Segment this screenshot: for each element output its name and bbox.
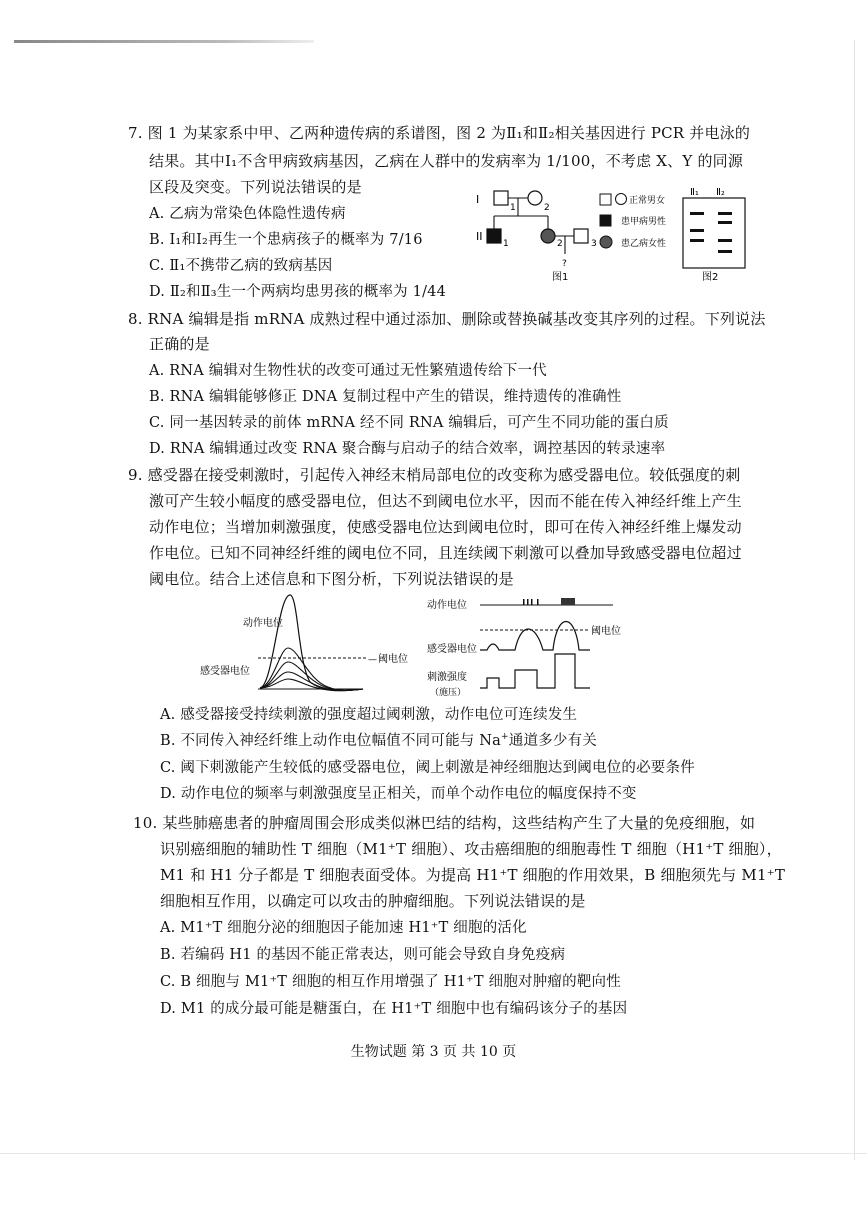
receptor-potential-figure-left xyxy=(198,592,418,697)
legend-jia: 患甲病男性 xyxy=(621,217,667,227)
q9-option-d: D. 动作电位的频率与刺激强度呈正相关，而单个动作电位的幅度保持不变 xyxy=(160,786,637,802)
svg-text:3: 3 xyxy=(591,239,597,249)
pedigree-gen-1-label: I xyxy=(476,193,480,206)
q8-option-d: D. RNA 编辑通过改变 RNA 聚合酶与启动子的结合效率，调控基因的转录速率 xyxy=(149,441,666,457)
q9-option-a: A. 感受器接受持续刺激的强度超过阈刺激，动作电位可连续发生 xyxy=(160,707,578,723)
q9-stem-line3: 动作电位；当增加刺激强度，使感受器电位达到阈电位时，即可在传入神经纤维上爆发动 xyxy=(149,518,742,536)
stimulus-pressure-label: （施压） xyxy=(430,688,467,698)
q10-option-a: A. M1⁺T 细胞分泌的细胞因子能加速 H1⁺T 细胞的活化 xyxy=(160,920,527,936)
q9-stem-line2: 激可产生较小幅度的感受器电位，但达不到阈电位水平，因而不能在传入神经纤维上产生 xyxy=(149,492,742,510)
q7-option-a: A. 乙病为常染色体隐性遗传病 xyxy=(149,206,346,222)
pedigree-II2-affected-female xyxy=(541,229,555,243)
svg-text:2: 2 xyxy=(557,239,563,249)
q7-stem-line3: 区段及突变。下列说法错误的是 xyxy=(149,178,362,196)
q8-stem-line1: 8. RNA 编辑是指 mRNA 成熟过程中通过添加、删除或替换碱基改变其序列的过程。下列说法 xyxy=(128,310,766,328)
svg-text:阈电位: 阈电位 xyxy=(378,654,408,665)
q10-stem-line1: 10. 某些肺癌患者的肿瘤周围会形成类似淋巴结的结构，这些结构产生了大量的免疫细胞，如 xyxy=(133,814,756,832)
scan-edge-right xyxy=(854,40,855,1160)
q10-stem-line3: M1 和 H1 分子都是 T 细胞表面受体。为提高 H1⁺T 细胞的作用效果，B 细胞须先与 M1⁺T xyxy=(160,866,786,884)
pedigree-II3-normal-male xyxy=(574,229,588,243)
q9-stem-line1: 9. 感受器在接受刺激时，引起传入神经末梢局部电位的改变称为感受器电位。较低强度的刺 xyxy=(128,466,741,484)
right-receptor-potential-label: 感受器电位 xyxy=(427,644,477,655)
scan-edge-bottom xyxy=(0,1153,867,1154)
right-threshold-label: 阈电位 xyxy=(591,626,621,637)
q10-stem-line2: 识别癌细胞的辅助性 T 细胞（M1⁺T 细胞）、攻击癌细胞的细胞毒性 T 细胞（H1⁺T 细胞）， xyxy=(160,840,782,858)
legend-normal: 正常男女 xyxy=(629,196,666,206)
figure-1-caption: 图1 xyxy=(552,272,569,283)
q9-stem-line5: 阈电位。结合上述信息和下图分析，下列说法错误的是 xyxy=(149,570,514,588)
q9-option-b: B. 不同传入神经纤维上动作电位幅值不同可能与 Na+通道多少有关 xyxy=(160,732,597,749)
svg-text:?: ? xyxy=(562,259,567,269)
q10-option-b: B. 若编码 H1 的基因不能正常表达，则可能会导致自身免疫病 xyxy=(160,947,566,963)
q7-option-d: D. Ⅱ₂和Ⅱ₃生一个两病均患男孩的概率为 1/44 xyxy=(149,284,447,300)
pedigree-II1-affected-male xyxy=(487,229,501,243)
lane-II2-label: Ⅱ₂ xyxy=(716,187,725,198)
scan-artifact-line xyxy=(14,40,314,43)
left-receptor-potential-label: 感受器电位 xyxy=(200,666,250,677)
q8-option-a: A. RNA 编辑对生物性状的改变可通过无性繁殖遗传给下一代 xyxy=(149,363,547,379)
q9-option-c: C. 阈下刺激能产生较低的感受器电位，阈上刺激是神经细胞达到阈电位的必要条件 xyxy=(160,760,695,776)
pedigree-I2-normal-female xyxy=(528,191,542,205)
legend-yi: 患乙病女性 xyxy=(621,239,667,249)
lane-II1-label: Ⅱ₁ xyxy=(690,187,699,198)
pedigree-figure-1 xyxy=(472,184,672,284)
q7-stem-line2: 结果。其中Ⅰ₁不含甲病致病基因，乙病在人群中的发病率为 1/100，不考虑 X、Y 的同源 xyxy=(149,152,744,170)
q7-stem-line1: 7. 图 1 为某家系中甲、乙两种遗传病的系谱图，图 2 为Ⅱ₁和Ⅱ₂相关基因进行 PCR 并电泳的 xyxy=(128,124,751,142)
receptor-potential-figure-right xyxy=(425,592,645,702)
left-action-potential-label: 动作电位 xyxy=(243,618,283,629)
q10-option-c: C. B 细胞与 M1⁺T 细胞的相互作用增强了 H1⁺T 细胞对肿瘤的靶向性 xyxy=(160,974,621,990)
svg-text:1: 1 xyxy=(503,239,509,249)
pedigree-gen-2-label: II xyxy=(476,230,483,243)
right-action-potential-label: 动作电位 xyxy=(427,600,467,611)
page-footer: 生物试题 第 3 页 共 10 页 xyxy=(350,1044,517,1060)
q7-option-c: C. Ⅱ₁不携带乙病的致病基因 xyxy=(149,258,333,274)
svg-text:1: 1 xyxy=(510,203,516,213)
stimulus-intensity-label: 刺激强度 xyxy=(427,672,467,683)
q7-option-b: B. Ⅰ₁和Ⅰ₂再生一个患病孩子的概率为 7/16 xyxy=(149,232,423,248)
q10-stem-line4: 细胞相互作用，以确定可以攻击的肿瘤细胞。下列说法错误的是 xyxy=(160,892,586,910)
q10-option-d: D. M1 的成分最可能是糖蛋白，在 H1⁺T 细胞中也有编码该分子的基因 xyxy=(160,1001,628,1017)
pedigree-I1-normal-male xyxy=(494,191,508,205)
svg-text:2: 2 xyxy=(544,203,550,213)
q9-stem-line4: 作电位。已知不同神经纤维的阈电位不同，且连续阈下刺激可以叠加导致感受器电位超过 xyxy=(149,544,742,562)
q8-option-b: B. RNA 编辑能够修正 DNA 复制过程中产生的错误，维持遗传的准确性 xyxy=(149,389,622,405)
q8-stem-line2: 正确的是 xyxy=(149,335,210,353)
figure-2-caption: 图2 xyxy=(702,272,719,283)
left-threshold-label: — xyxy=(368,655,377,665)
electrophoresis-figure-2 xyxy=(680,184,750,284)
q8-option-c: C. 同一基因转录的前体 mRNA 经不同 RNA 编辑后，可产生不同功能的蛋白质 xyxy=(149,415,669,431)
